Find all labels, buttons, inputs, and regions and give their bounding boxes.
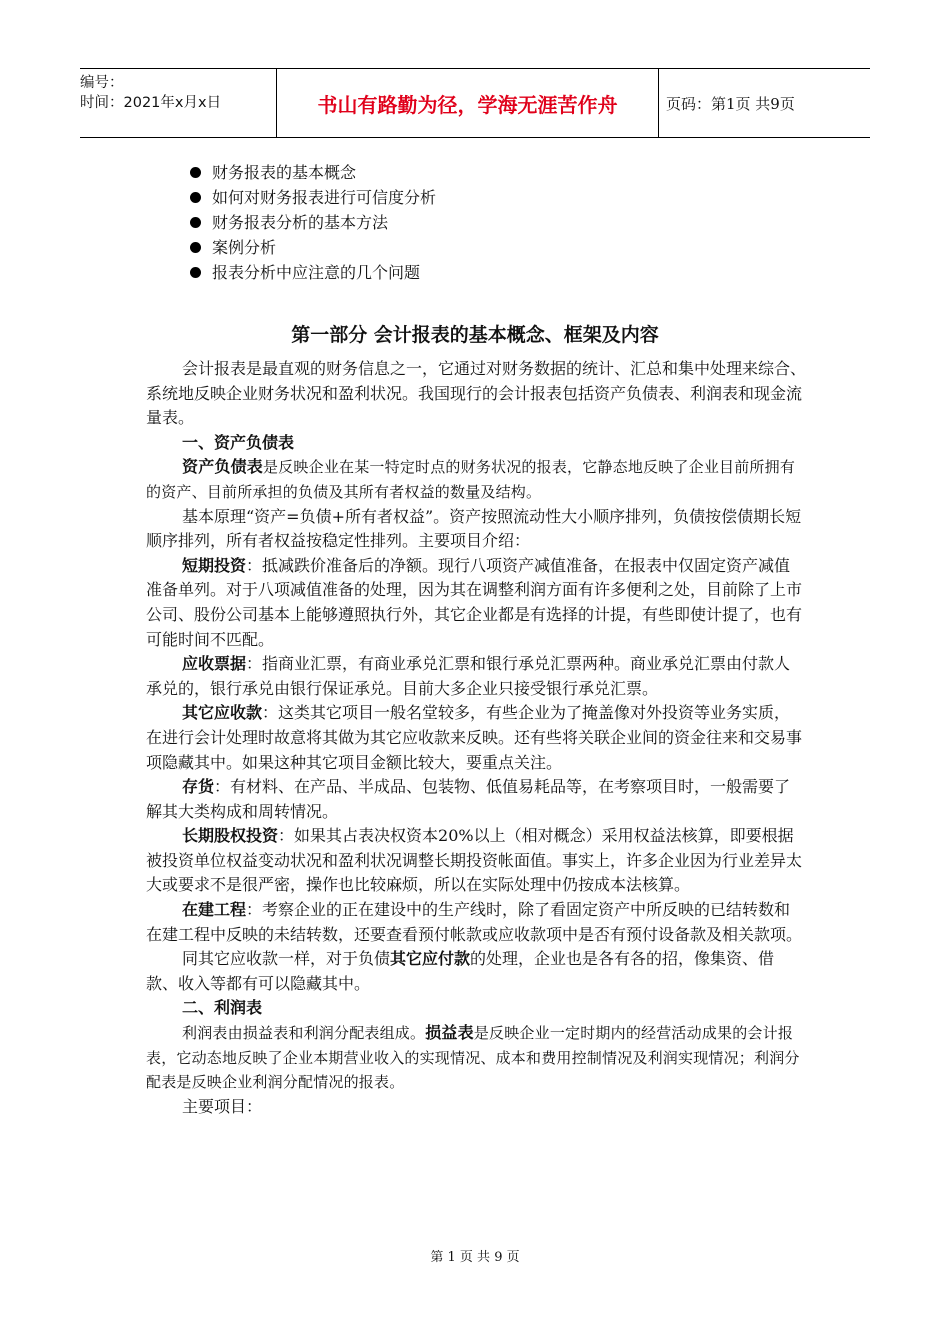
main-items-label: 主要项目： xyxy=(182,1096,263,1116)
list-item: 财务报表的基本概念 xyxy=(188,160,436,185)
list-item: 财务报表分析的基本方法 xyxy=(188,210,436,235)
doc-time: 时间：2021年x月x日 xyxy=(80,95,222,111)
item-paragraph: 长期股权投资：如果其占表决权资本20%以上（相对概念）采用权益法核算，即要根据被投资单位权益变动状况和盈利状况调整长期投资帐面值。事实上，许多企业因为行业差异太大或要求不是很严密，操作也比较麻烦，所以在实际处理中仍按成本法核算。 xyxy=(146,826,803,895)
header-meta xyxy=(80,69,276,141)
item-paragraph: 同其它应收款一样，对于负债其它应付款的处理，企业也是各有各的招，像集资、借款、收入等都有可以隐藏其中。 xyxy=(146,949,775,993)
bullet-icon xyxy=(190,217,201,228)
outline-list xyxy=(188,160,436,285)
item-paragraph: 其它应收款：这类其它项目一般名堂较多，有些企业为了掩盖像对外投资等业务实质，在进行会计处理时故意将其做为其它应收款来反映。还有些将关联企业间的资金往来和交易事项隐藏其中。如果这种其它项目金额比较大，要重点关注。 xyxy=(146,703,803,772)
term: 其它应收款 xyxy=(182,703,263,723)
bullet-icon xyxy=(190,267,201,278)
item-paragraph: 存货：有材料、在产品、半成品、包装物、低值易耗品等，在考察项目时，一般需要了解其大类构成和周转情况。 xyxy=(146,777,791,821)
document-body xyxy=(146,357,806,1119)
item-paragraph: 短期投资：抵减跌价准备后的净额。现行八项资产减值准备，在报表中仅固定资产减值准备单列。对于八项减值准备的处理，因为其在调整利润方面有许多便利之处，目前除了上市公司、股份公司基本上能够遵照执行外，其它企业都是有选择的计提，有些即使计提了，也有可能时间不匹配。 xyxy=(146,555,803,649)
doc-number-label: 编号： xyxy=(80,75,124,91)
bullet-icon xyxy=(190,167,201,178)
section-heading: 二、利润表 xyxy=(182,998,263,1018)
item-paragraph: 在建工程：考察企业的正在建设中的生产线时，除了看固定资产中所反映的已结转数和在建工程中反映的未结转数，还要查看预付帐款或应收款项中是否有预付设备款及相关款项。 xyxy=(146,900,803,944)
list-item: 报表分析中应注意的几个问题 xyxy=(188,260,436,285)
term: 资产负债表 xyxy=(182,457,264,477)
term: 损益表 xyxy=(425,1023,474,1043)
header-page-info: 页码：第1页 共9页 xyxy=(666,94,795,113)
definition-paragraph: 资产负债表是反映企业在某一特定时点的财务状况的报表，它静态地反映了企业目前所拥有的资产、目前所承担的负债及其所有者权益的数量及结构。 xyxy=(146,457,796,501)
bullet-icon xyxy=(190,242,201,253)
definition-paragraph: 利润表由损益表和利润分配表组成。损益表是反映企业一定时期内的经营活动成果的会计报表，它动态地反映了企业本期营业收入的实现情况、成本和费用控制情况及利润实现情况；利润分配表是反映企业利润分配情况的报表。 xyxy=(146,1023,800,1092)
term: 其它应付款 xyxy=(390,949,471,969)
term: 在建工程 xyxy=(182,900,247,920)
term: 短期投资 xyxy=(182,555,247,575)
term: 长期股权投资 xyxy=(182,826,279,846)
part-title: 第一部分 会计报表的基本概念、框架及内容 xyxy=(291,324,659,346)
item-paragraph: 应收票据：指商业汇票，有商业承兑汇票和银行承兑汇票两种。商业承兑汇票由付款人承兑的，银行承兑由银行保证承兑。目前大多企业只接受银行承兑汇票。 xyxy=(146,654,791,698)
principle-paragraph: 基本原理“资产=负债+所有者权益”。资产按照流动性大小顺序排列，负债按偿债期长短顺序排列，所有者权益按稳定性排列。主要项目介绍： xyxy=(146,506,802,551)
page-header xyxy=(80,68,870,138)
page-footer: 第 1 页 共 9 页 xyxy=(430,1250,520,1265)
term: 存货 xyxy=(182,777,215,797)
intro-paragraph: 会计报表是最直观的财务信息之一，它通过对财务数据的统计、汇总和集中处理来综合、系统地反映企业财务状况和盈利状况。我国现行的会计报表包括资产负债表、利润表和现金流量表。 xyxy=(146,359,807,428)
term: 应收票据 xyxy=(182,654,247,674)
list-item: 案例分析 xyxy=(188,235,436,260)
list-item: 如何对财务报表进行可信度分析 xyxy=(188,185,436,210)
bullet-icon xyxy=(190,192,201,203)
section-heading: 一、资产负债表 xyxy=(182,432,295,452)
header-divider xyxy=(658,69,659,137)
header-slogan: 书山有路勤为径，学海无涯苦作舟 xyxy=(317,92,618,117)
